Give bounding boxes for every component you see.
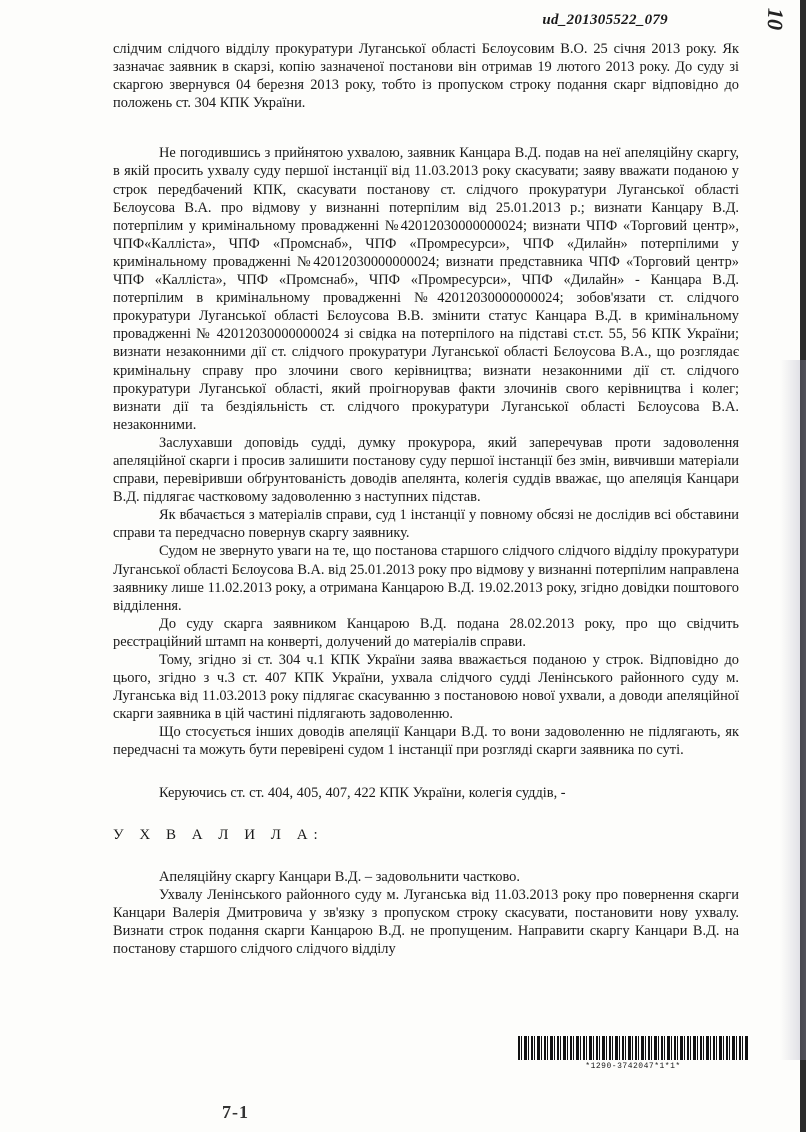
- paragraph-court: Судом не звернуто уваги на те, що постанова старшого слідчого слідчого відділу прокуратури Луганської області Бєлоусова В.А. від 25.01.2013 року про відмову у визнанні потерпілим направлена заявнику лише 11.02.2013 року, а отримана Канцарою В.Д. 19.02.2013 року, згідно довідки поштового відділення.: [113, 543, 739, 614]
- paragraph-appeal: Не погодившись з прийнятою ухвалою, заявник Канцара В.Д. подав на неї апеляційну скаргу, в якій просить ухвалу суду першої інстанції від 11.03.2013 року скасувати; заяву вважати поданою у строк передбачений КПК, скасувати постанову ст. слідчого прокуратури Луганської області Бєлоусова В.А. про відмову у визнанні потерпілим від 25.01.2013 р.; визнати Канцару В.Д. потерпілим у кримінальному провадженні №42012030000000024; визнати ЧПФ «Торговий центр», ЧПФ«Калліста», ЧПФ «Промснаб», ЧПФ «Промресурси», ЧПФ «Дилайн» потерпілими у кримінальному провадженні №42012030000000024; визнати представника ЧПФ «Торговий центр» ЧПФ «Калліста», ЧПФ «Промснаб», ЧПФ «Промресурси», ЧПФ «Дилайн» - Канцара В.Д. потерпілим в кримінальному провадженні №42012030000000024; зобов'язати ст. слідчого прокуратури Луганської області Бєлоусова В.В. змінити статус Канцара В.Д. в кримінальному провадженні № 42012030000000024 зі свідка на потерпілого на підставі ст.ст. 55, 56 КПК України; визнати незаконними дії ст. слідчого прокуратури Луганської області Бєлоусова В.А., що розглядає кримінальну справу про злочини свого керівництва; визнати незаконними дії ст. слідчого прокуратури Луганської області, який проігнорував факти злочинів свого керівництва і колег; визнати дії та бездіяльність ст. слідчого прокуратури Луганської області Бєлоусова В.А. незаконними.: [113, 145, 739, 433]
- section-heading-ruled: У Х В А Л И Л А:: [113, 826, 324, 843]
- paragraph-materials: Як вбачається з матеріалів справи, суд 1 інстанції у повному обсязі не дослідив всі обставини справи та передчасно повернув скаргу заявнику.: [113, 507, 739, 542]
- paragraph-other: Що стосується інших доводів апеляції Канцари В.Д. то вони задоволенню не підлягають, як передчасні та можуть бути перевірені судом 1 інстанції при розгляді скарги заявника по суті.: [113, 724, 739, 759]
- paragraph-filed: До суду скарга заявником Канцарою В.Д. подана 28.02.2013 року, про що свідчить реєстраційний штамп на конверті, долучений до матеріалів справи.: [113, 615, 739, 650]
- barcode: [518, 1036, 748, 1076]
- paragraph-guided: Керуючись ст. ст. 404, 405, 407, 422 КПК України, колегія суддів, -: [159, 784, 566, 801]
- scan-shadow: [780, 360, 806, 1060]
- handwritten-mark: 7-1: [222, 1102, 249, 1122]
- document-id: ud_201305522_079: [542, 12, 668, 28]
- paragraph-decision-2: Ухвалу Ленінського районного суду м. Луганська від 11.03.2013 року про повернення скарги Канцари Валерія Дмитровича у зв'язку з пропуском строку скасувати, постановити нову ухвалу. Визнати строк подання скарги Канцарою В.Д. не пропущеним. Направити скаргу Канцари В.Д. на постанову старшого слідчого слідчого відділу: [113, 886, 739, 958]
- barcode-bars: [518, 1036, 748, 1060]
- document-body: [113, 40, 739, 958]
- page-number: 10: [762, 7, 789, 31]
- barcode-text: *1290-3742047*1*1*: [585, 1062, 681, 1071]
- paragraph-therefore: Тому, згідно зі ст. 304 ч.1 КПК України заява вважається поданою у строк. Відповідно до цього, згідно з ч.3 ст. 407 КПК України, ухвала слідчого судді Ленінського районного суду м. Луганська від 11.03.2013 року підлягає скасуванню з постановою нової ухвали, а доводи апеляційної скарги заявника в цій частині підлягають задоволенню.: [113, 652, 739, 723]
- paragraph-hearing: Заслухавши доповідь судді, думку прокурора, який заперечував проти задоволення апеляційної скарги і просив залишити постанову суду першої інстанції без змін, вивчивши матеріали справи, перевіривши обґрунтованість доводів апелянта, колегія суддів вважає, що апеляція Канцари В.Д. підлягає частковому задоволенню з наступних підстав.: [113, 434, 739, 506]
- paragraph-intro: слідчим слідчого відділу прокуратури Луганської області Бєлоусовим В.О. 25 січня 2013 року. Як зазначає заявник в скарзі, копію зазначеної постанови він отримав 19 лютого 2013 року. До суду зі скаргою звернувся 04 березня 2013 року, тобто із пропуском строку подання скарг відповідно до положень ст. 304 КПК України.: [113, 41, 739, 112]
- paragraph-decision-1: Апеляційну скаргу Канцари В.Д. – задовольнити частково.: [159, 868, 520, 885]
